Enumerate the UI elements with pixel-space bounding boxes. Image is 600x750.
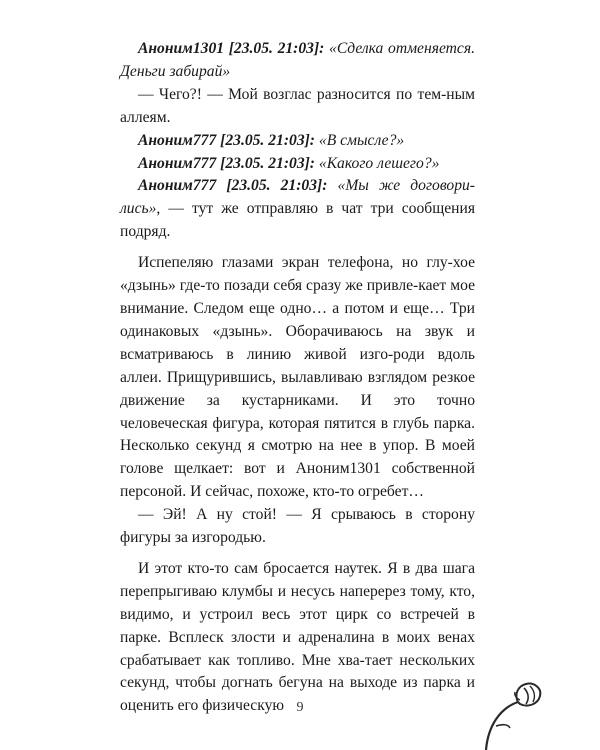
chat-line [120, 175, 475, 244]
paragraph: Испепеляю глазами экран телефона, но глу-хое «дзынь» где-то позади себя сразу же привле-кает мое внимание. Следом еще одно… а потом и еще… Три одинаковых «дзынь». Оборачиваюсь на звук и всматриваюсь в линию живой изго-роди вдоль аллеи. Прищурившись, вылавливаю взглядом резкое движение за кустарниками. И это точно человеческая фигура, которая пятится в глубь парка. Несколько секунд я смотрю на нее в упор. В моей голове щелкает: вот и Аноним1301 собственной персоной. И сейчас, похоже, кто-то огребет… [120, 254, 475, 501]
paragraph: И этот кто-то сам бросается наутек. Я в два шага перепрыгиваю клумбы и несусь наперерез тому, кто, видимо, и устроил весь этот цирк со встречей в парке. Всплеск злости и адреналина в моих венах срабатывает как топливо. Мне хва-тает нескольких секунд, чтобы догнать бегуна на выходе из парка и оценить его физическую [120, 559, 475, 715]
paragraph: — Эй! А ну стой! — Я срываюсь в сторону фигуры за изгородью. [120, 506, 475, 547]
chat-sender: Аноним777 [23.05. 21:03]: [138, 177, 328, 195]
chat-line [120, 130, 475, 153]
chat-line [120, 38, 475, 84]
chat-message: «Мы же договори-лись» [120, 177, 475, 218]
page-number: 9 [296, 700, 304, 715]
chat-sender: Аноним777 [23.05. 21:03]: [138, 131, 315, 149]
flower-icon [478, 668, 548, 750]
page-text [120, 38, 475, 718]
chat-message: «Какого лешего?» [318, 154, 440, 172]
chat-message: «Сделка отменяется. Деньги забирай» [120, 40, 475, 80]
paragraph: — Чего?! — Мой возглас разносится по тем-ным аллеям. [120, 85, 475, 126]
paragraph-tail: , — тут же отправляю в чат три сообщения подряд. [120, 200, 475, 241]
chat-line [120, 153, 475, 176]
chat-sender: Аноним1301 [23.05. 21:03]: [138, 40, 325, 57]
chat-message: «В смысле?» [318, 131, 405, 149]
chat-sender: Аноним777 [23.05. 21:03]: [138, 154, 315, 172]
